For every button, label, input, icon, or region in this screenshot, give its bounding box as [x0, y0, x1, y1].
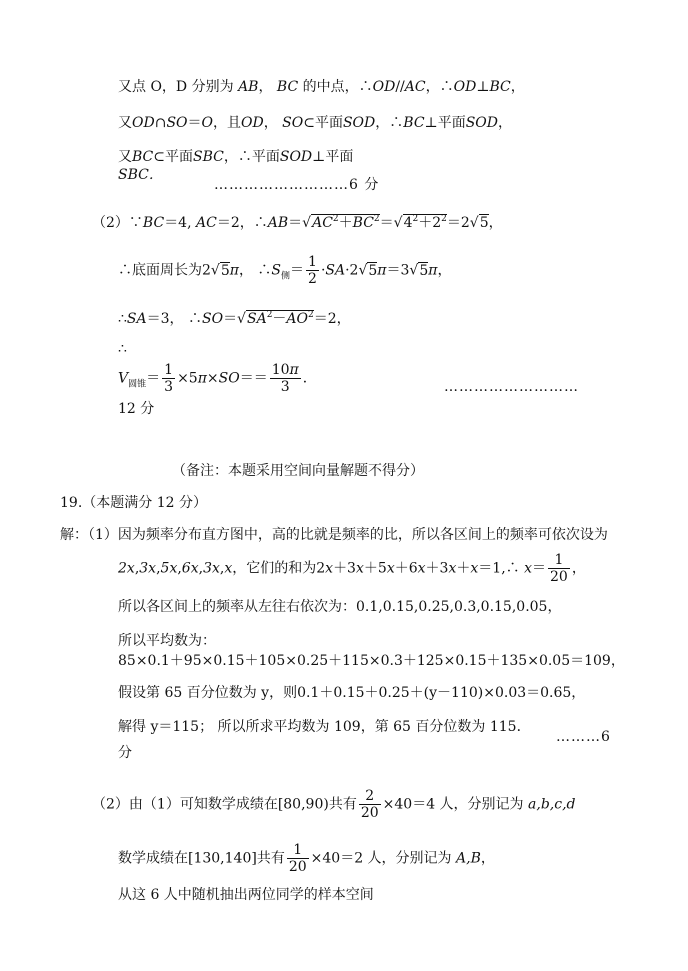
- q19-sol-7b: 分: [118, 745, 132, 761]
- q19-header: 19.（本题满分 12 分）: [60, 495, 207, 511]
- q19-sol-2: 2x,3x,5x,6x,3x,x，它们的和为2x＋3x＋5x＋6x＋3x＋x＝1,∴ x＝ $\frac{1}{20}$ ，: [118, 552, 586, 585]
- part2-line-2: ∴底面周长为2√5π， $\therefore S_侧=$ $\frac{1}{2}$ ·SA·2√5π＝3√5π，: [118, 254, 452, 287]
- cone-subscript: 圆锥: [128, 379, 147, 390]
- q19-sol-4: 所以平均数为：: [118, 633, 216, 649]
- score-dots-6b: ………6: [556, 729, 611, 745]
- proof-line-1: 又点 O，D 分别为 AB， BC 的中点，∴OD//AC，∴OD⊥BC，: [118, 79, 525, 95]
- q19-sol-8: （2）由（1）可知数学成绩在[80,90)共有 $\frac{2}{20}$ ×40＝4 人，分别记为 a,b,c,d: [92, 788, 576, 821]
- proof-line-3: 又BC⊂平面SBC，∴平面SOD⊥平面: [118, 149, 354, 165]
- q19-sol-7: 解得 y＝115； 所以所求平均数为 109，第 65 百分位数为 115．: [118, 719, 531, 735]
- score-dots-6: ………………………6 分: [214, 177, 380, 193]
- q19-sol-9: 数学成绩在[130,140]共有 $\frac{1}{20}$ ×40＝2 人，分别记为 A,B，: [118, 842, 495, 875]
- q19-sol-10: 从这 6 人中随机抽出两位同学的样本空间: [118, 887, 374, 903]
- q19-sol-3: 所以各区间上的频率从左往右依次为：0.1,0.15,0.25,0.3,0.15,0.05，: [118, 599, 562, 615]
- part2-line-3: ∴SA＝3， $\therefore SO=√SA^2-AO^2=2$，: [118, 310, 351, 327]
- score-12: 12 分: [118, 401, 155, 417]
- score-dots-12: ………………………: [444, 379, 579, 395]
- part2-line-5: $V_{圆锥}=$ $\frac{1}{3}$ ×5π×SO＝＝ $\frac{10\pi}{3}$ ．: [118, 362, 317, 395]
- lateral-subscript: 侧: [281, 271, 291, 282]
- note: （备注：本题采用空间向量解题不得分）: [172, 463, 424, 479]
- proof-line-4: SBC．: [118, 167, 163, 183]
- part2-line-4: ∴: [118, 341, 127, 357]
- q19-sol-1: 解：（1）因为频率分布直方图中，高的比就是频率的比，所以各区间上的频率可依次设为: [60, 527, 608, 543]
- q19-sol-5: 85×0.1＋95×0.15＋105×0.25＋115×0.3＋125×0.15＋135×0.05＝109，: [118, 653, 625, 669]
- proof-line-2: 又OD∩SO＝O，且OD， SO⊂平面SOD，∴BC⊥平面SOD，: [118, 115, 512, 131]
- part2-line-1: （2）∵BC＝4, AC＝2，$\therefore AB=√AC^2+BC^2=√4^2+2^2=2√5$，: [92, 214, 503, 231]
- q19-sol-6: 假设第 65 百分位数为 y，则0.1＋0.15＋0.25＋(y－110)×0.03＝0.65，: [118, 685, 586, 701]
